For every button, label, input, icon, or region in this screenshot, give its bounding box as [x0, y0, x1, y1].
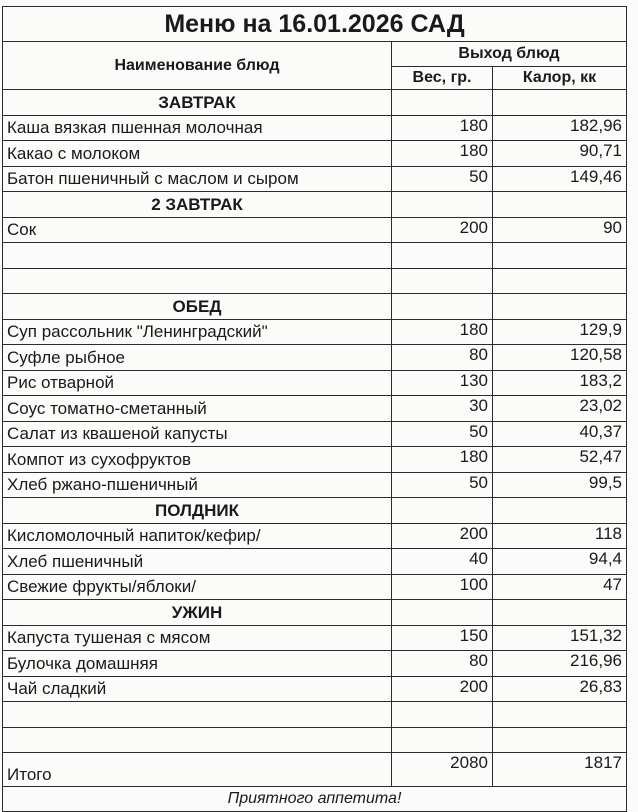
dish-weight: 200	[392, 523, 493, 549]
dish-name: Компот из сухофруктов	[3, 447, 392, 473]
dish-weight: 200	[392, 217, 493, 243]
dish-weight	[392, 727, 493, 753]
menu-table	[2, 6, 627, 812]
dish-calories: 23,02	[493, 396, 627, 422]
dish-weight: 50	[392, 472, 493, 498]
dish-weight: 50	[392, 166, 493, 192]
section-title: ЗАВТРАК	[3, 90, 392, 116]
dish-row	[3, 549, 627, 575]
dish-calories: 149,46	[493, 166, 627, 192]
dish-weight: 180	[392, 115, 493, 141]
section-title: УЖИН	[3, 600, 392, 626]
dish-name: Свежие фрукты/яблоки/	[3, 574, 392, 600]
total-weight: 2080	[392, 753, 493, 787]
dish-weight: 80	[392, 345, 493, 371]
dish-name: Чай сладкий	[3, 676, 392, 702]
dish-weight: 100	[392, 574, 493, 600]
dish-weight: 40	[392, 549, 493, 575]
dish-calories	[493, 90, 627, 116]
dish-row	[3, 574, 627, 600]
dish-weight: 30	[392, 396, 493, 422]
total-calories: 1817	[493, 753, 627, 787]
dish-row	[3, 217, 627, 243]
dish-calories	[493, 192, 627, 218]
dish-name	[3, 268, 392, 294]
dish-weight: 180	[392, 447, 493, 473]
dish-name: Хлеб ржано-пшеничный	[3, 472, 392, 498]
dish-calories	[493, 600, 627, 626]
dish-row	[3, 166, 627, 192]
dish-calories: 90	[493, 217, 627, 243]
dish-name	[3, 727, 392, 753]
dish-calories: 118	[493, 523, 627, 549]
dish-weight	[392, 192, 493, 218]
dish-name: Хлеб пшеничный	[3, 549, 392, 575]
dish-calories	[493, 268, 627, 294]
dish-calories: 183,2	[493, 370, 627, 396]
dish-name: Суп рассольник "Ленинградский"	[3, 319, 392, 345]
footer-text: Приятного аппетита!	[3, 787, 627, 812]
output-group-header: Выход блюд	[392, 42, 627, 67]
dish-calories: 182,96	[493, 115, 627, 141]
dish-weight: 80	[392, 651, 493, 677]
dish-weight	[392, 294, 493, 320]
dish-name: Рис отварной	[3, 370, 392, 396]
dish-name: Суфле рыбное	[3, 345, 392, 371]
dish-calories: 94,4	[493, 549, 627, 575]
section-row	[3, 600, 627, 626]
dish-name: Соус томатно-сметанный	[3, 396, 392, 422]
dish-row	[3, 676, 627, 702]
dish-row	[3, 115, 627, 141]
dish-calories: 47	[493, 574, 627, 600]
section-title: ОБЕД	[3, 294, 392, 320]
dish-calories	[493, 498, 627, 524]
dish-row	[3, 523, 627, 549]
dish-name	[3, 243, 392, 269]
empty-row	[3, 727, 627, 753]
dish-calories: 99,5	[493, 472, 627, 498]
dish-calories: 90,71	[493, 141, 627, 167]
dish-calories: 151,32	[493, 625, 627, 651]
empty-row	[3, 702, 627, 728]
dish-name: Каша вязкая пшенная молочная	[3, 115, 392, 141]
calories-column-header: Калор, кк	[493, 67, 627, 90]
section-row	[3, 498, 627, 524]
dish-name: Батон пшеничный с маслом и сыром	[3, 166, 392, 192]
dish-weight	[392, 268, 493, 294]
dish-calories	[493, 243, 627, 269]
dish-calories: 129,9	[493, 319, 627, 345]
dish-name: Капуста тушеная с мясом	[3, 625, 392, 651]
total-row	[3, 753, 627, 787]
section-row	[3, 90, 627, 116]
section-row	[3, 294, 627, 320]
dish-name: Кисломолочный напиток/кефир/	[3, 523, 392, 549]
dish-calories: 216,96	[493, 651, 627, 677]
dish-name: Салат из квашеной капусты	[3, 421, 392, 447]
dish-weight: 150	[392, 625, 493, 651]
dish-name: Какао с молоком	[3, 141, 392, 167]
dish-row	[3, 345, 627, 371]
total-label: Итого	[3, 753, 392, 787]
dish-weight: 180	[392, 141, 493, 167]
dish-weight: 50	[392, 421, 493, 447]
dish-row	[3, 370, 627, 396]
dish-row	[3, 625, 627, 651]
dish-weight: 200	[392, 676, 493, 702]
dish-row	[3, 396, 627, 422]
dish-weight	[392, 243, 493, 269]
dish-calories	[493, 702, 627, 728]
name-column-header: Наименование блюд	[3, 42, 392, 90]
dish-calories: 26,83	[493, 676, 627, 702]
empty-row	[3, 243, 627, 269]
dish-name: Сок	[3, 217, 392, 243]
dish-row	[3, 141, 627, 167]
dish-row	[3, 319, 627, 345]
dish-weight	[392, 702, 493, 728]
dish-calories	[493, 294, 627, 320]
dish-weight: 180	[392, 319, 493, 345]
dish-calories: 40,37	[493, 421, 627, 447]
dish-row	[3, 421, 627, 447]
dish-weight	[392, 498, 493, 524]
section-row	[3, 192, 627, 218]
dish-weight: 130	[392, 370, 493, 396]
dish-weight	[392, 90, 493, 116]
dish-weight	[392, 600, 493, 626]
section-title: 2 ЗАВТРАК	[3, 192, 392, 218]
dish-calories: 52,47	[493, 447, 627, 473]
weight-column-header: Вес, гр.	[392, 67, 493, 90]
dish-name	[3, 702, 392, 728]
section-title: ПОЛДНИК	[3, 498, 392, 524]
dish-calories: 120,58	[493, 345, 627, 371]
empty-row	[3, 268, 627, 294]
footer-row	[3, 787, 627, 812]
dish-row	[3, 651, 627, 677]
dish-row	[3, 472, 627, 498]
page-title: Меню на 16.01.2026 САД	[3, 7, 627, 42]
dish-row	[3, 447, 627, 473]
dish-calories	[493, 727, 627, 753]
dish-name: Булочка домашняя	[3, 651, 392, 677]
